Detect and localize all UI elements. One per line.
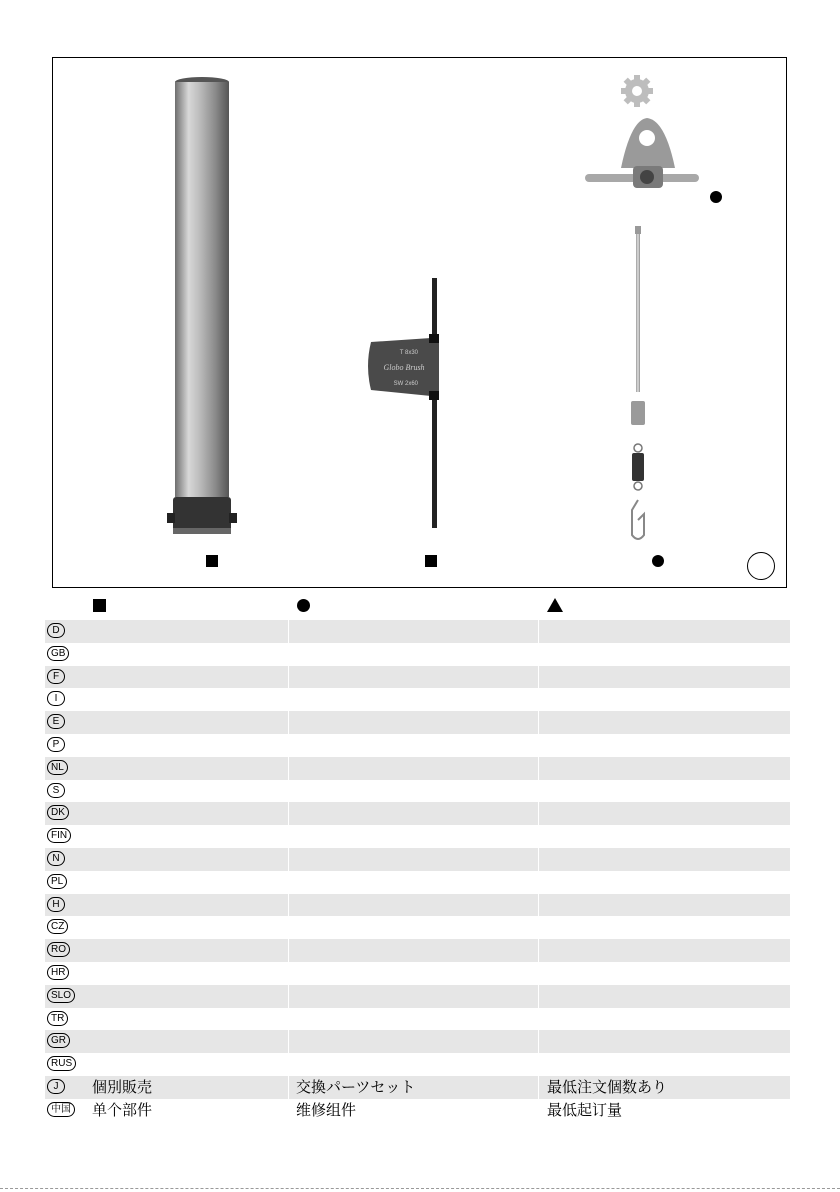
table-row — [45, 688, 790, 711]
table-row — [45, 916, 790, 939]
wrench-flag-line-3: SW 2x60 — [393, 381, 418, 387]
table-cell-c1: 個別販売 — [92, 1078, 153, 1096]
language-code-badge: TR — [47, 1011, 68, 1026]
parts-illustration — [53, 58, 788, 589]
table-cell-c3: 最低起订量 — [547, 1101, 623, 1119]
language-code-badge: E — [47, 714, 65, 729]
language-code-badge: PL — [47, 874, 67, 889]
legend-circle-icon — [297, 599, 310, 612]
language-code-badge: RUS — [47, 1056, 76, 1071]
language-code-badge: N — [47, 851, 65, 866]
language-code-badge: GB — [47, 646, 69, 661]
hex-wrench-part — [368, 278, 439, 528]
table-row — [45, 780, 790, 803]
table-row — [45, 666, 790, 689]
rod-assembly — [631, 226, 645, 539]
table-row — [45, 1030, 790, 1053]
column-divider-1 — [288, 620, 289, 1138]
language-table — [45, 620, 790, 1122]
legend-triangle-icon — [547, 598, 563, 612]
language-code-badge: DK — [47, 805, 69, 820]
table-row — [45, 1053, 790, 1076]
table-cell-c2: 交換パーツセット — [296, 1078, 416, 1096]
table-row — [45, 871, 790, 894]
holder-bracket — [585, 118, 699, 188]
language-code-badge: RO — [47, 942, 70, 957]
table-row — [45, 985, 790, 1008]
table-cell-c2: 维修组件 — [296, 1101, 357, 1119]
table-row — [45, 1008, 790, 1031]
table-row — [45, 1099, 790, 1122]
language-code-badge: F — [47, 669, 65, 684]
page-bottom-rule — [0, 1188, 840, 1190]
table-row — [45, 825, 790, 848]
table-row — [45, 734, 790, 757]
part-marker-square-1 — [206, 555, 218, 567]
table-row — [45, 643, 790, 666]
legend-square-icon — [93, 599, 106, 612]
table-row — [45, 848, 790, 871]
part-marker-square-2 — [425, 555, 437, 567]
wrench-flag-line-1: T 8x30 — [399, 350, 418, 356]
table-cell-c3: 最低注文個数あり — [547, 1078, 668, 1096]
language-code-badge: I — [47, 691, 65, 706]
language-code-badge: J — [47, 1079, 65, 1094]
column-divider-2 — [538, 620, 539, 1138]
table-row — [45, 894, 790, 917]
language-code-badge: H — [47, 897, 65, 912]
table-row — [45, 939, 790, 962]
table-row — [45, 802, 790, 825]
language-code-badge: FIN — [47, 828, 71, 843]
language-code-badge: NL — [47, 760, 68, 775]
gear-nut-icon — [621, 75, 653, 107]
part-marker-circle-2 — [652, 555, 664, 567]
table-cell-c1: 单个部件 — [92, 1101, 153, 1119]
language-code-badge: P — [47, 737, 65, 752]
language-code-badge: SLO — [47, 988, 75, 1003]
part-marker-circle — [710, 191, 722, 203]
language-code-badge: 中国 — [47, 1102, 75, 1117]
parts-figure — [52, 57, 787, 588]
table-row — [45, 757, 790, 780]
table-row — [45, 711, 790, 734]
language-code-badge: GR — [47, 1033, 70, 1048]
language-code-badge: HR — [47, 965, 69, 980]
language-code-badge: CZ — [47, 919, 68, 934]
language-code-badge: S — [47, 783, 65, 798]
language-code-badge: D — [47, 623, 65, 638]
table-row — [45, 1076, 790, 1099]
tube-part — [167, 77, 237, 534]
table-row — [45, 962, 790, 985]
page-marker-circle — [747, 552, 775, 580]
table-row — [45, 620, 790, 643]
wrench-flag-line-2: Globo Brush — [383, 363, 425, 372]
